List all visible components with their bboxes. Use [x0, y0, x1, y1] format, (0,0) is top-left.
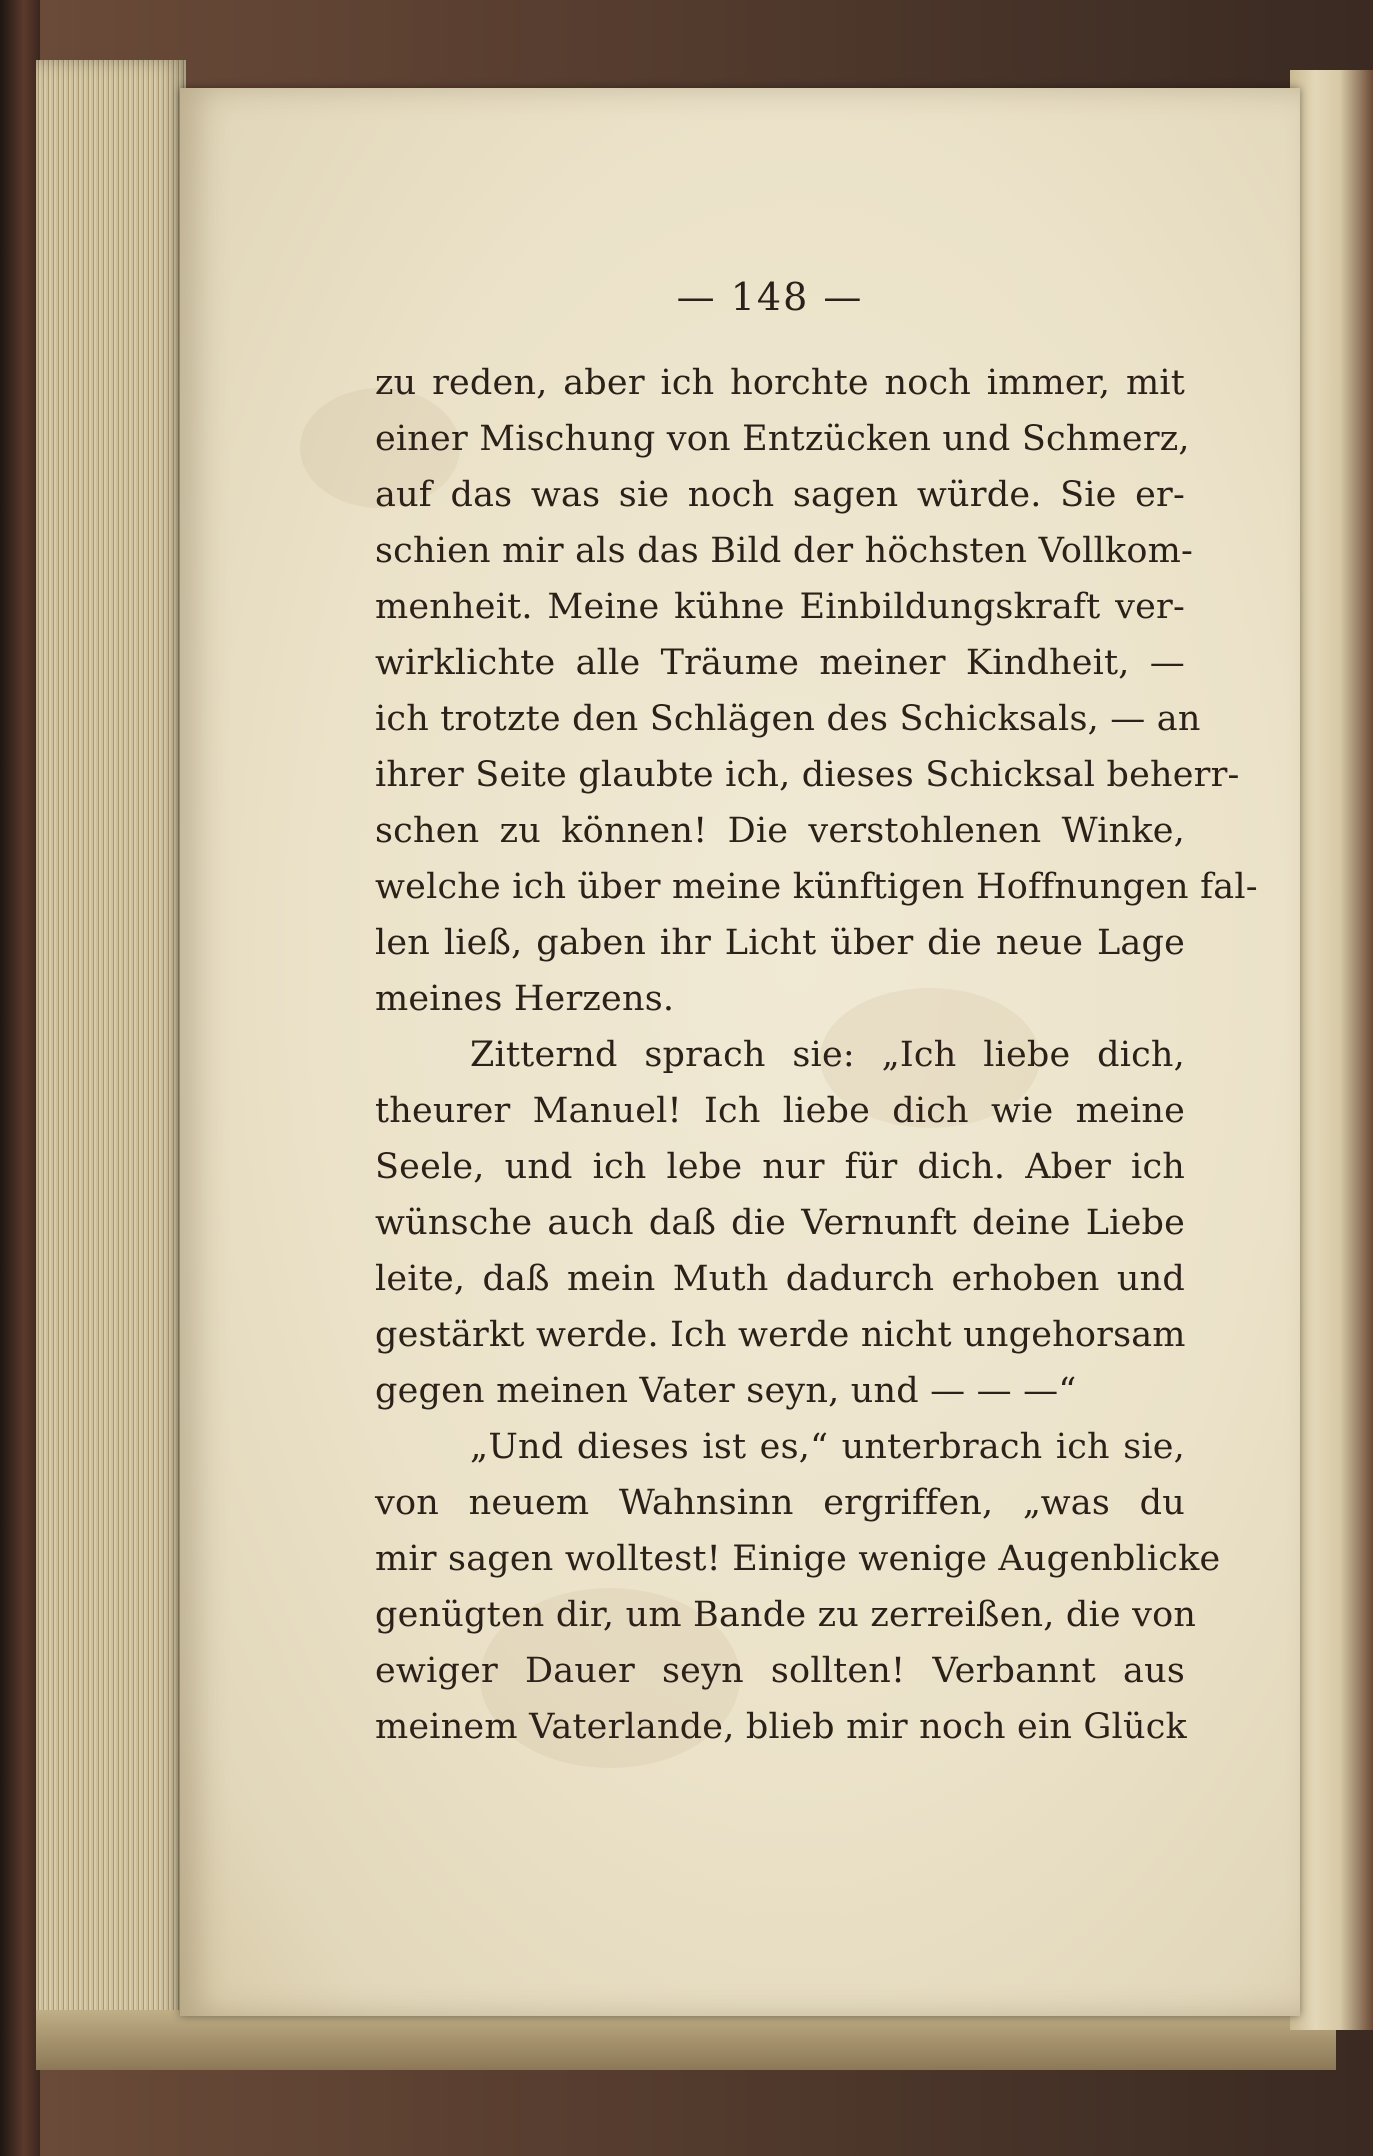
page-stack-edge [36, 60, 186, 2050]
page-number: — 148 — [676, 275, 864, 319]
text-line: „Und dieses ist es,“ unterbrach ich sie, [470, 1427, 1185, 1467]
text-line: auf das was sie noch sagen würde. Sie er- [375, 475, 1185, 515]
book-cover-edge [0, 0, 40, 2156]
text-line: von neuem Wahnsinn ergriffen, „was du [375, 1483, 1185, 1523]
text-line: ich trotzte den Schlägen des Schicksals, — an [375, 699, 1201, 739]
text-line: ewiger Dauer seyn sollten! Verbannt aus [375, 1651, 1185, 1691]
text-line: schen zu können! Die verstohlenen Winke, [375, 811, 1185, 851]
text-line: schien mir als das Bild der höchsten Vollkom- [375, 531, 1194, 571]
text-line: menheit. Meine kühne Einbildungskraft ver- [375, 587, 1185, 627]
text-line: meinem Vaterlande, blieb mir noch ein Glück [375, 1707, 1187, 1747]
text-line: ihrer Seite glaubte ich, dieses Schicksal beherr- [375, 755, 1240, 795]
page-stack-bottom [36, 2010, 1336, 2070]
text-line: meines Herzens. [375, 979, 675, 1019]
text-line: theurer Manuel! Ich liebe dich wie meine [375, 1091, 1185, 1131]
binding-gutter [1290, 70, 1373, 2030]
text-line: mir sagen wolltest! Einige wenige Augenblicke [375, 1539, 1221, 1579]
text-line: zu reden, aber ich horchte noch immer, mit [375, 363, 1185, 403]
text-line: wirklichte alle Träume meiner Kindheit, — [375, 643, 1185, 683]
text-line: einer Mischung von Entzücken und Schmerz, [375, 419, 1190, 459]
text-line: welche ich über meine künftigen Hoffnungen fal- [375, 867, 1258, 907]
text-line: gestärkt werde. Ich werde nicht ungehorsam [375, 1315, 1186, 1355]
text-line: gegen meinen Vater seyn, und — — —“ [375, 1371, 1077, 1411]
text-line: leite, daß mein Muth dadurch erhoben und [375, 1259, 1185, 1299]
text-line: genügten dir, um Bande zu zerreißen, die von [375, 1595, 1197, 1635]
text-line: len ließ, gaben ihr Licht über die neue Lage [375, 923, 1185, 963]
text-line: wünsche auch daß die Vernunft deine Liebe [375, 1203, 1185, 1243]
text-line: Zitternd sprach sie: „Ich liebe dich, [470, 1035, 1185, 1075]
text-line: Seele, und ich lebe nur für dich. Aber ich [375, 1147, 1185, 1187]
